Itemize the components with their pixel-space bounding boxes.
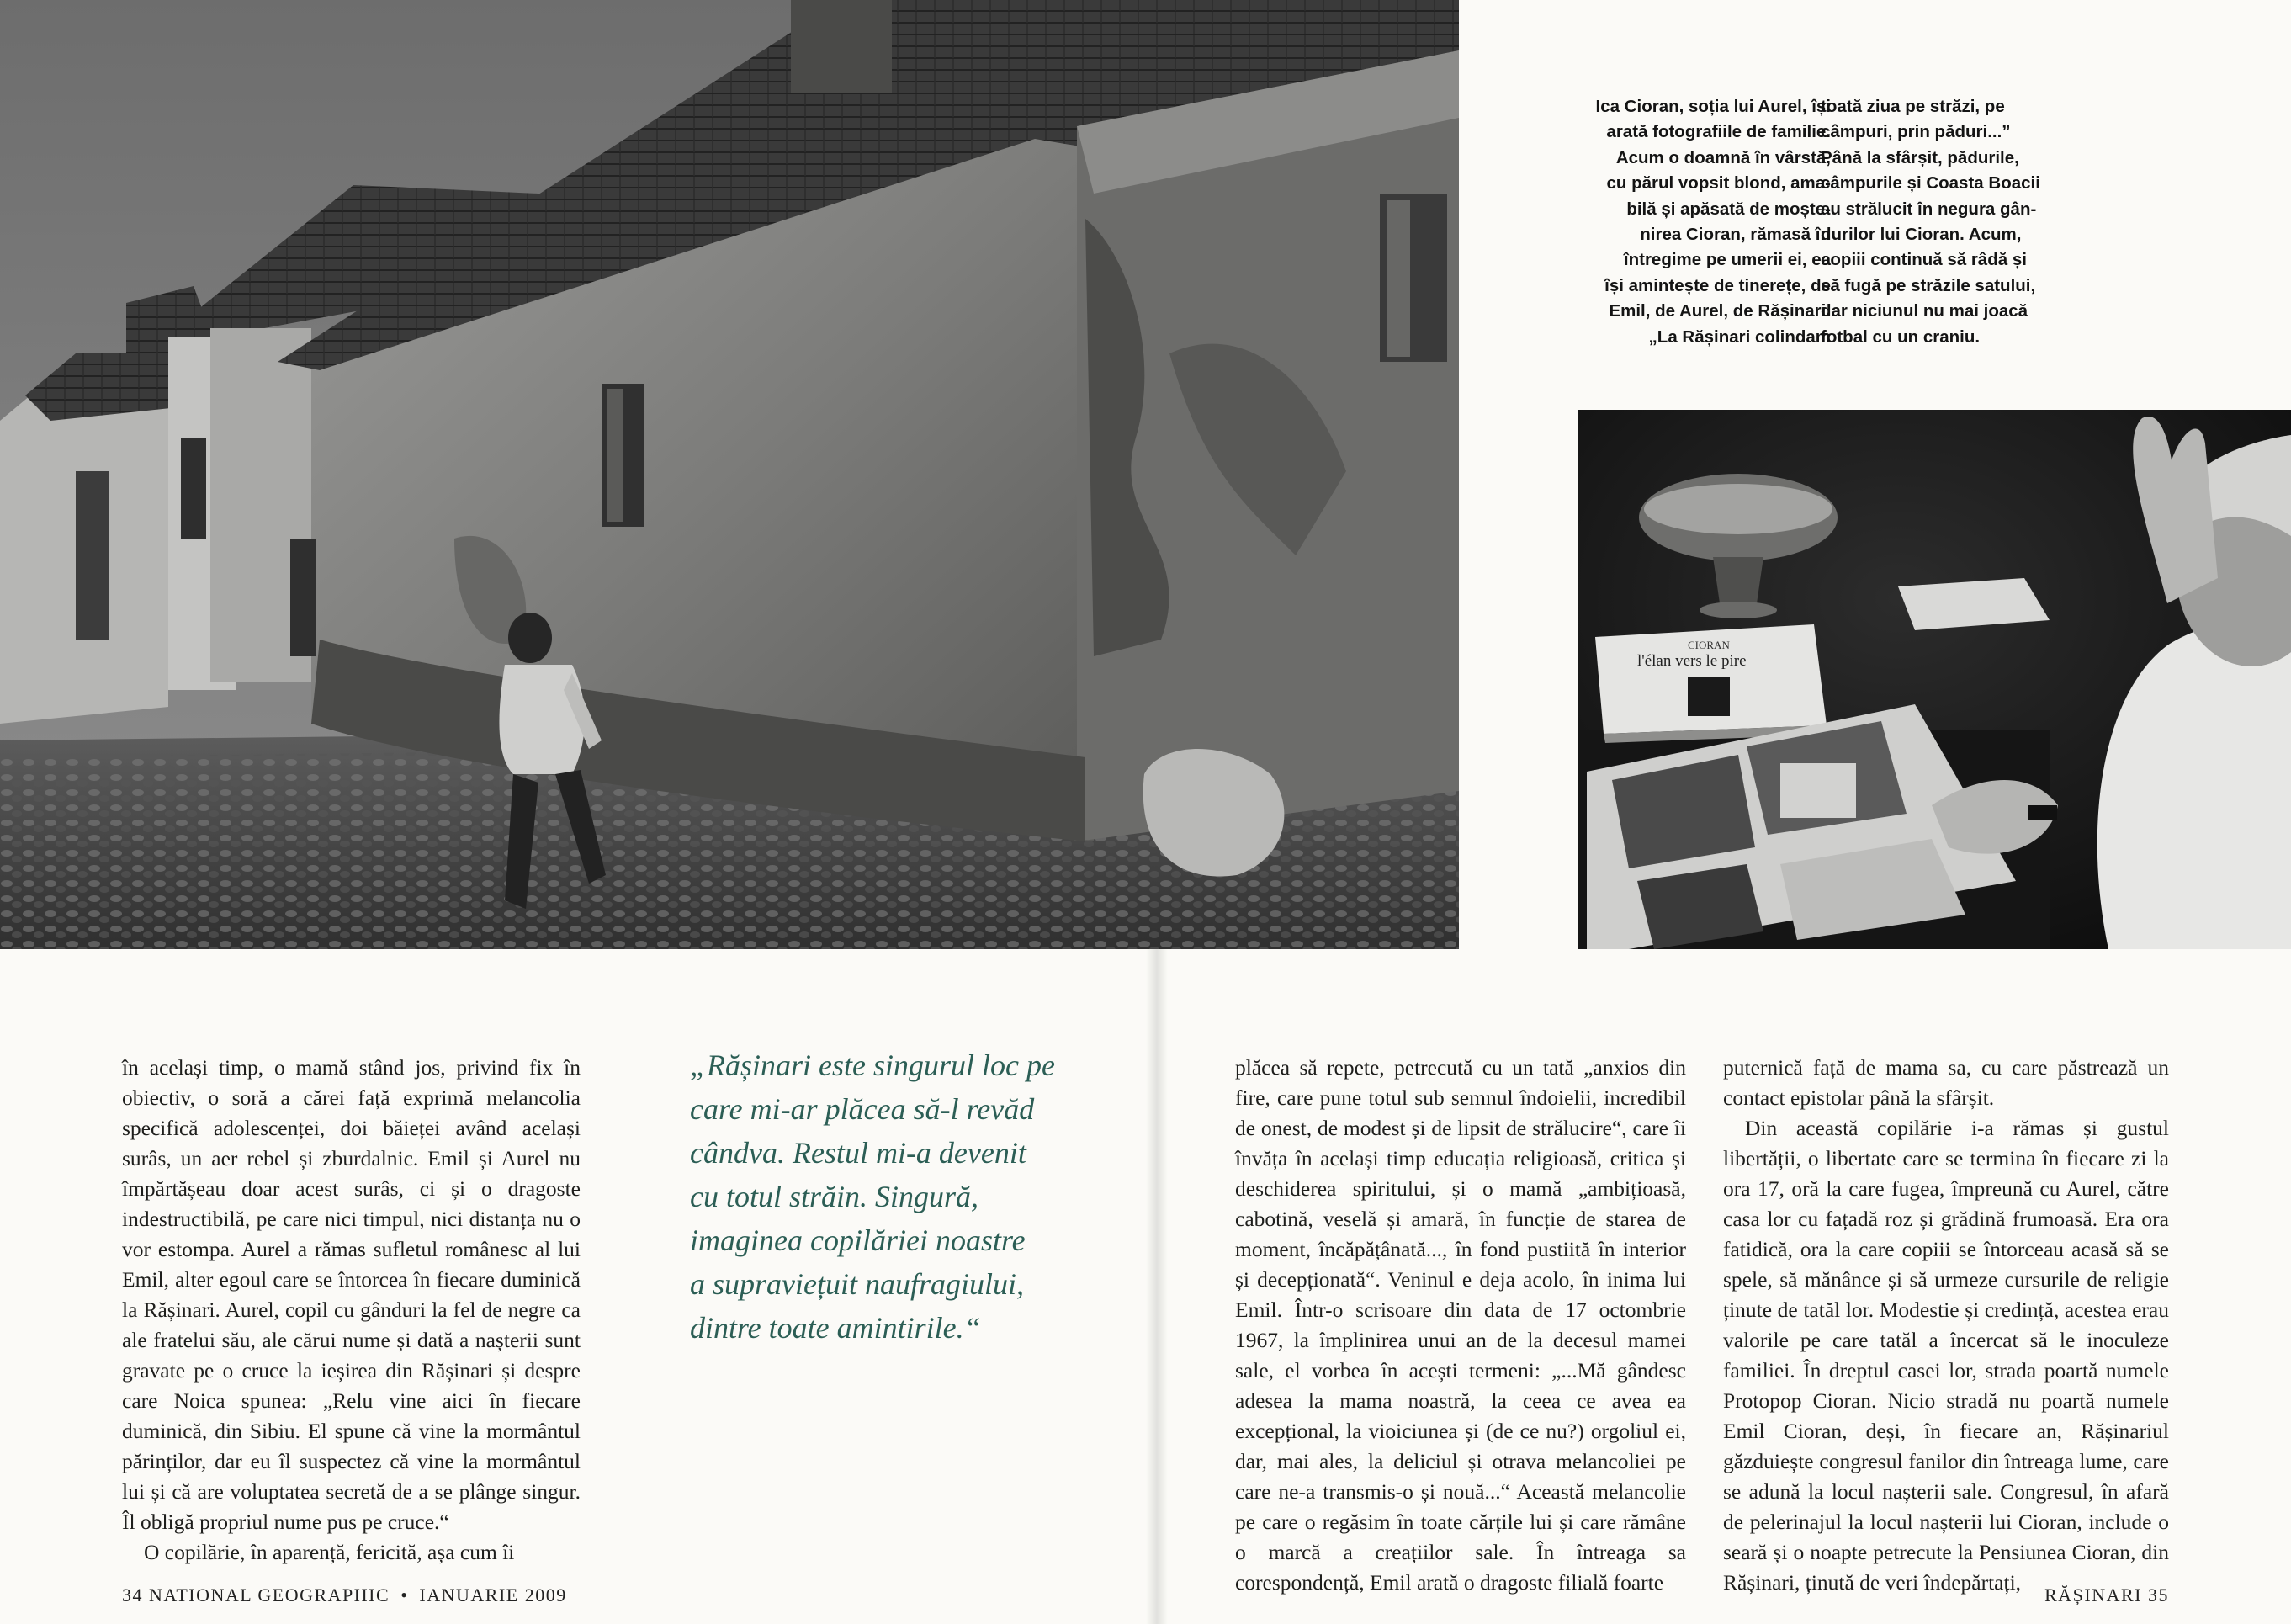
section-name: RĂȘINARI — [2044, 1584, 2142, 1605]
right-page-footer — [2044, 1584, 2169, 1606]
photo-caption-column-2: toată ziua pe străzi, pe câmpuri, prin păduri...” Până la sfârșit, pădurile, câmpurile și Coasta Boacii au strălucit în negura gân- durilor lui Cioran. Acum, copiii continuă să râdă și să fugă pe străzile satului, dar niciunul nu mai joacă fotbal cu un craniu. — [1821, 97, 2040, 347]
footer-separator: • — [400, 1584, 409, 1605]
article-paragraph: în același timp, o mamă stând jos, privind fix în obiectiv, o soră a cărei față exprimă melancolia specifică adolescenței, doi băieței având același surâs, un aer rebel și zburdalnic. Emil și Aurel nu împărtășeau doar acest surâs, ci și o dragoste indestructibilă, pe care nici timpul, nici distanța nu o vor estompa. Aurel a rămas sufletul românesc al lui Emil, alter egoul care se întorcea în fiecare duminică la Rășinari. Aurel, copil cu gânduri la fel de negre ca ale fratelui său, ale cărui nume și dată a nașterii sunt gravate pe o cruce la ieșirea din Rășinari și despre care Noica spunea: „Relu vine aici în fiecare duminică, din Sibiu. El spune că vine la mormântul părinților, dar eu îl suspectez că vine la mormântul lui și că are voluptatea secretă de a se plânge singur. Îl obligă propriul nume pus pe cruce.“ — [122, 1055, 581, 1534]
article-column-1 — [122, 1053, 581, 1568]
photo-caption-column-1: Ica Cioran, soția lui Aurel, își arată fotografiile de familie. Acum o doamnă în vârstă, cu părul vopsit blond, ama- bilă și apăsată de moște- nirea Cioran, rămasă în întregime pe umerii ei, ea își amintește de tinerețe, de Emil, de Aurel, de Rășinari. „La Rășinari colindam — [1595, 97, 1831, 347]
issue-date: IANUARIE 2009 — [419, 1584, 567, 1605]
village-street-photo — [0, 0, 1459, 949]
cioran-book — [1595, 624, 1829, 743]
page-number-right: 35 — [2148, 1584, 2169, 1605]
article-paragraph: puternică față de mama sa, cu care păstrează un contact epistolar până la sfârșit. — [1723, 1055, 2169, 1110]
article-paragraph: Din această copilărie i-a rămas și gustul libertății, o libertate care se termina în fiecare zi la ora 17, oră la care fugea, împreună cu Aurel, către casa lor cu fațadă roz și grădină frumoasă. Era ora fatidică, ora la care copiii se întorceau acasă să se spele, să mănânce și să urmeze cursurile de religie ținute de tatăl lor. Modestie și credință, acestea erau valorile pe care tatăl a încercat să le inoculeze familiei. În dreptul casei lor, strada poartă numele Protopop Cioran. Nicio stradă nu poartă numele Emil Cioran, deși, în fiecare an, Rășinariul găzduiește congresul fanilor din întreaga lume, care se adună la locul nașterii sale. Congresul, în afară de pelerinajul la locul nașterii lui Cioran, include o seară și o noapte petrecute la Pensiunea Cioran, din Rășinari, ținută de veri îndepărtați, — [1723, 1116, 2169, 1595]
left-page-footer — [122, 1584, 567, 1606]
pull-quote: „Rășinari este singurul loc pe care mi-ar plăcea să-l revăd cândva. Restul mi-a devenit cu totul străin. Singură, imaginea copilăriei noastre a supraviețuit naufragiului, dintre toate amintirile.“ — [690, 1048, 1055, 1345]
svg-text:l'élan vers le pire: l'élan vers le pire — [1637, 652, 1747, 670]
article-column-4 — [1723, 1053, 2169, 1598]
article-column-3 — [1235, 1053, 1686, 1598]
article-paragraph: O copilărie, în aparență, fericită, așa cum îi — [144, 1540, 515, 1564]
family-album-photo — [1578, 410, 2291, 949]
article-paragraph: plăcea să repete, petrecută cu un tată „anxios din fire, care pune totul sub semnul îndoielii, incredibil de onest, de modest și de lipsit de strălucire“, care îi învăța în același timp educația religioasă, critica și deschiderea spiritului, și o mamă „ambițioasă, cabotină, veselă și amară, în funcție de starea de moment, încăpățânată..., în fond pustiită în interior și decepționată“. Veninul e deja acolo, în inima lui Emil. Într-o scrisoare din data de 17 octombrie 1967, la împlinirea unui an de la decesul mamei sale, el vorbea în acești termeni: „...Mă gândesc adesea la mama noastră, la ceea ce avea ea excepțional, la vioiciunea și (de ce nu?) orgoliul ei, dar, mai ales, la deliciul și otrava melancoliei pe care ne-a transmis-o și nouă...“ Această melancolie pe care o regăsim în toate cărțile lui și care rămâne o marcă a creațiilor sale. În întreaga sa corespondență, Emil arată o dragoste filială foarte — [1235, 1055, 1686, 1595]
svg-text:CIORAN: CIORAN — [1688, 639, 1730, 651]
magazine-name: NATIONAL GEOGRAPHIC — [149, 1584, 390, 1605]
page-number-left: 34 — [122, 1584, 143, 1605]
